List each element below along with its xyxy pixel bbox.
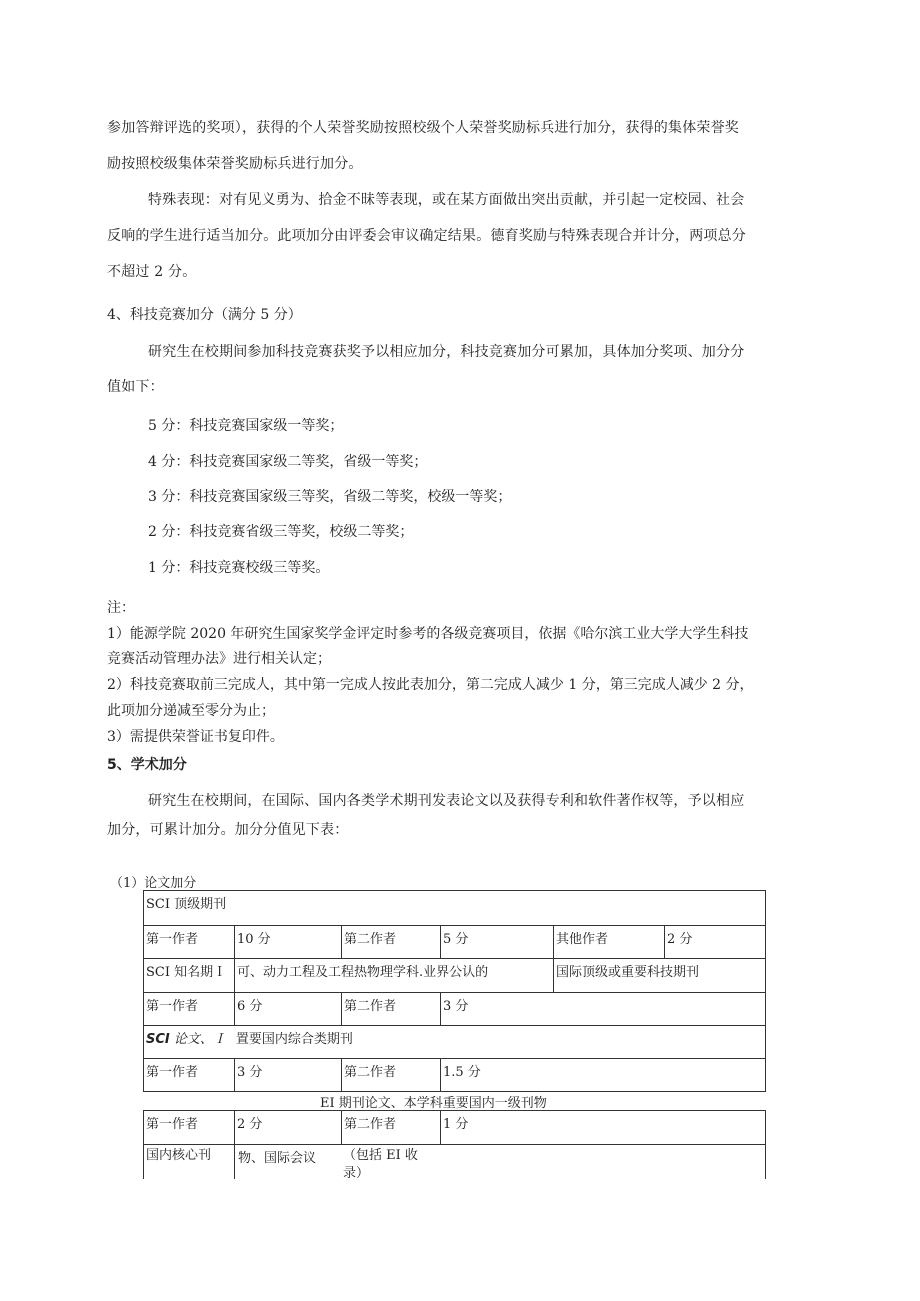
note-line: 竞赛活动管理办法》进行相关认定； — [107, 651, 331, 667]
table-cell: 第二作者 — [342, 926, 441, 959]
paragraph-line: 研究生在校期间参加科技竞赛获奖予以相应加分，科技竞赛加分可累加，具体加分奖项、加分分 — [148, 344, 745, 360]
paragraph-line: 励按照校级集体荣誉奖励标兵进行加分。 — [107, 156, 363, 172]
note-line: 此项加分递减至零分为止； — [107, 703, 275, 719]
table-caption: EI 期刊论文、本学科重要国内一级刊物 — [320, 1096, 547, 1111]
table-cell: 物、国际会议 — [238, 1151, 317, 1166]
table-cell: 3 分 — [235, 1059, 342, 1092]
table-row — [144, 993, 766, 1026]
table-cell: 第二作者 — [342, 993, 441, 1026]
score-item: 5 分：科技竞赛国家级一等奖； — [148, 418, 344, 434]
table-cell: 6 分 — [235, 993, 342, 1026]
table-row — [144, 1026, 766, 1059]
paragraph-line: 研究生在校期间，在国际、国内各类学术期刊发表论文以及获得专利和软件著作权等，予以相应 — [148, 793, 745, 809]
paragraph-line: 值如下： — [107, 379, 164, 395]
score-item: 1 分：科技竞赛校级三等奖。 — [148, 560, 330, 576]
score-item: 3 分：科技竞赛国家级三等奖，省级二等奖，校级一等奖； — [148, 489, 512, 505]
table-cell: 2 分 — [665, 926, 766, 959]
paragraph-line: 不超过 2 分。 — [107, 264, 197, 280]
table-row — [144, 891, 766, 926]
table-cell: SCI 知名期Ｉ — [144, 959, 235, 993]
table-cell: 国内核心刊 — [146, 1148, 212, 1163]
table-cell: 国际顶级或重要科技期刊 — [554, 959, 766, 993]
paragraph-line: 特殊表现：对有见义勇为、拾金不昧等表现，或在某方面做出突出贡献，并引起一定校园、社会 — [148, 192, 745, 208]
table-cell: 1 分 — [441, 1111, 766, 1145]
section-heading: 5、学术加分 — [107, 757, 187, 773]
table-row — [144, 959, 766, 993]
score-item: 2 分：科技竞赛省级三等奖，校级二等奖； — [148, 524, 414, 540]
paragraph-line: 加分，可累计加分。加分分值见下表： — [107, 822, 349, 838]
table-cell: 第一作者 — [144, 1111, 235, 1145]
note-line: 1）能源学院 2020 年研究生国家奖学金评定时参考的各级竞赛项目，依据《哈尔滨工业大学大学生科技 — [107, 626, 749, 642]
table-cell: 其他作者 — [554, 926, 665, 959]
paragraph-line: 参加答辩评选的奖项），获得的个人荣誉奖励按照校级个人荣誉奖励标兵进行加分，获得的集体荣誉奖 — [107, 120, 739, 136]
table-cell: 第一作者 — [144, 993, 235, 1026]
sci-label: SCI — [146, 1032, 170, 1047]
table-cell: 第二作者 — [342, 1059, 441, 1092]
paragraph-line: 反响的学生进行适当加分。此项加分由评委会审议确定结果。德育奖励与特殊表现合并计分，两项总分 — [107, 228, 746, 244]
subsection-heading: （1）论文加分 — [110, 876, 197, 891]
table-cell: 第一作者 — [144, 926, 235, 959]
section-heading: 4、科技竞赛加分（满分 5 分） — [107, 307, 302, 323]
table-row — [144, 926, 766, 959]
table-cell: 5 分 — [441, 926, 554, 959]
table-cell: 10 分 — [235, 926, 342, 959]
table-cell: （包括 EI 收录） — [343, 1148, 418, 1179]
table-cell: 可、动力工程及工程热物理学科.业界公认的 — [235, 959, 554, 993]
table-row — [144, 1111, 766, 1145]
table-row — [144, 1059, 766, 1092]
truncated-row — [143, 1143, 766, 1179]
score-item: 4 分：科技竞赛国家级二等奖，省级一等奖； — [148, 454, 428, 470]
table-category-cell — [144, 1026, 766, 1059]
table-cell: 2 分 — [235, 1111, 342, 1145]
note-line: 3）需提供荣誉证书复印件。 — [107, 729, 284, 745]
table-category-cell: SCI 顶级期刊 — [144, 891, 766, 926]
table-cell: 第一作者 — [144, 1059, 235, 1092]
table-cell: 第二作者 — [342, 1111, 441, 1145]
table-cell: 3 分 — [441, 993, 766, 1026]
table-cell: 1.5 分 — [441, 1059, 766, 1092]
category-label: 置要国内综合类期刊 — [235, 1032, 353, 1047]
paper-score-table — [143, 890, 766, 1092]
paper-score-table-2 — [143, 1110, 766, 1145]
note-label: 注： — [107, 600, 135, 616]
note-line: 2）科技竞赛取前三完成人，其中第一完成人按此表加分，第二完成人减少 1 分，第三完成人减少 2 分， — [107, 677, 754, 693]
sci-label-suffix: 论文、Ｉ — [169, 1032, 226, 1047]
